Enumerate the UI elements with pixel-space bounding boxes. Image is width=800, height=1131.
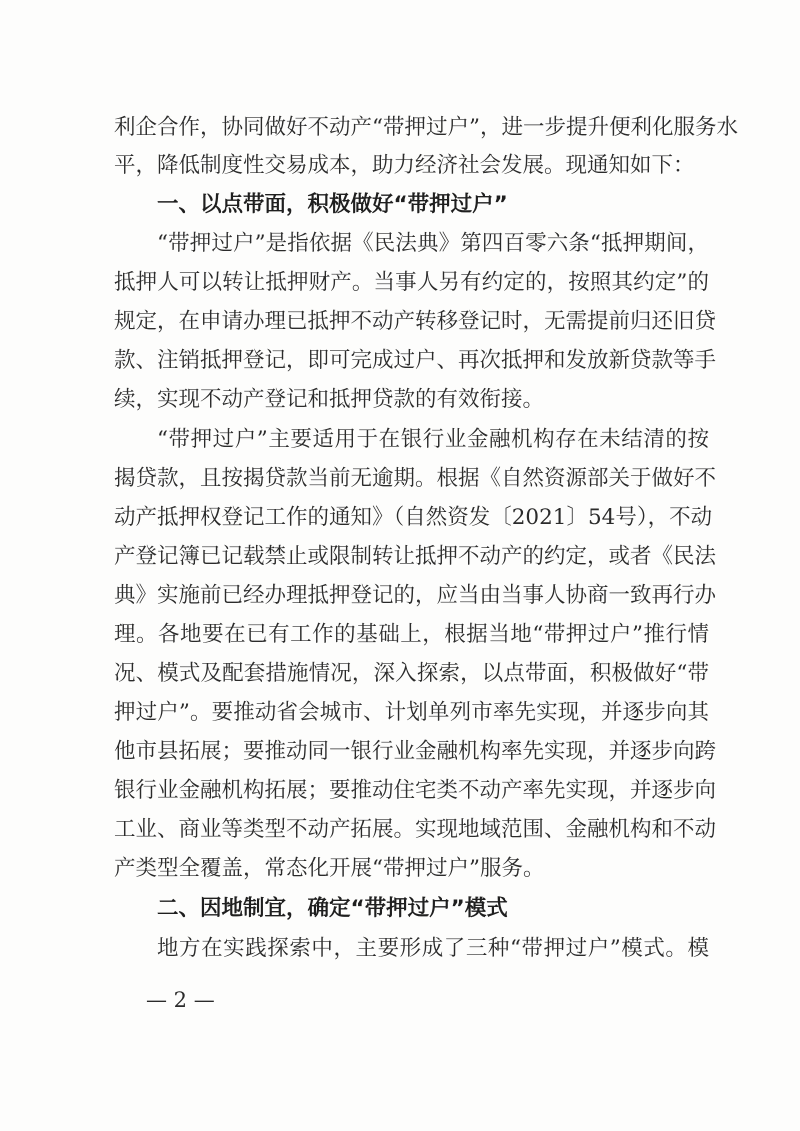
section-heading-2: 二、因地制宜，确定“带押过户”模式 [157, 896, 508, 921]
body-text-line: 动产抵押权登记工作的通知》（自然资发〔2021〕54号），不动 [114, 505, 713, 530]
body-text-line: 利企合作，协同做好不动产“带押过户”，进一步提升便利化服务水 [114, 115, 738, 140]
body-text-line: 续，实现不动产登记和抵押贷款的有效衔接。 [114, 387, 545, 412]
page-number: — 2 — [146, 988, 215, 1012]
body-text-line: 银行业金融机构拓展；要推动住宅类不动产率先实现，并逐步向 [114, 778, 717, 803]
body-text-line: 他市县拓展；要推动同一银行业金融机构率先实现，并逐步向跨 [114, 739, 717, 764]
body-text-line: 况、模式及配套措施情况，深入探索，以点带面，积极做好“带 [114, 661, 709, 686]
body-text-line: 揭贷款，且按揭贷款当前无逾期。根据《自然资源部关于做好不 [114, 466, 717, 491]
body-text-line: “带押过户”主要适用于在银行业金融机构存在未结清的按 [157, 427, 709, 452]
body-text-line: 典》实施前已经办理抵押登记的，应当由当事人协商一致再行办 [114, 583, 717, 608]
body-text-line: 地方在实践探索中，主要形成了三种“带押过户”模式。模 [157, 936, 709, 961]
body-text-line: 产类型全覆盖，常态化开展“带押过户”服务。 [114, 856, 545, 881]
body-text-line: 押过户”。要推动省会城市、计划单列市率先实现，并逐步向其 [114, 700, 709, 725]
body-text-line: 工业、商业等类型不动产拓展。实现地域范围、金融机构和不动 [114, 817, 717, 842]
body-text-line: 平，降低制度性交易成本，助力经济社会发展。现通知如下： [114, 153, 695, 178]
body-text-line: 产登记簿已记载禁止或限制转让抵押不动产的约定，或者《民法 [114, 544, 717, 569]
body-text-line: 抵押人可以转让抵押财产。当事人另有约定的，按照其约定”的 [114, 270, 709, 295]
body-text-line: 理。各地要在已有工作的基础上，根据当地“带押过户”推行情 [114, 622, 709, 647]
body-text-line: 款、注销抵押登记，即可完成过户、再次抵押和发放新贷款等手 [114, 348, 717, 373]
section-heading-1: 一、以点带面，积极做好“带押过户” [157, 192, 508, 217]
body-text-line: “带押过户”是指依据《民法典》第四百零六条“抵押期间， [157, 231, 709, 256]
body-text-line: 规定，在申请办理已抵押不动产转移登记时，无需提前归还旧贷 [114, 309, 717, 334]
